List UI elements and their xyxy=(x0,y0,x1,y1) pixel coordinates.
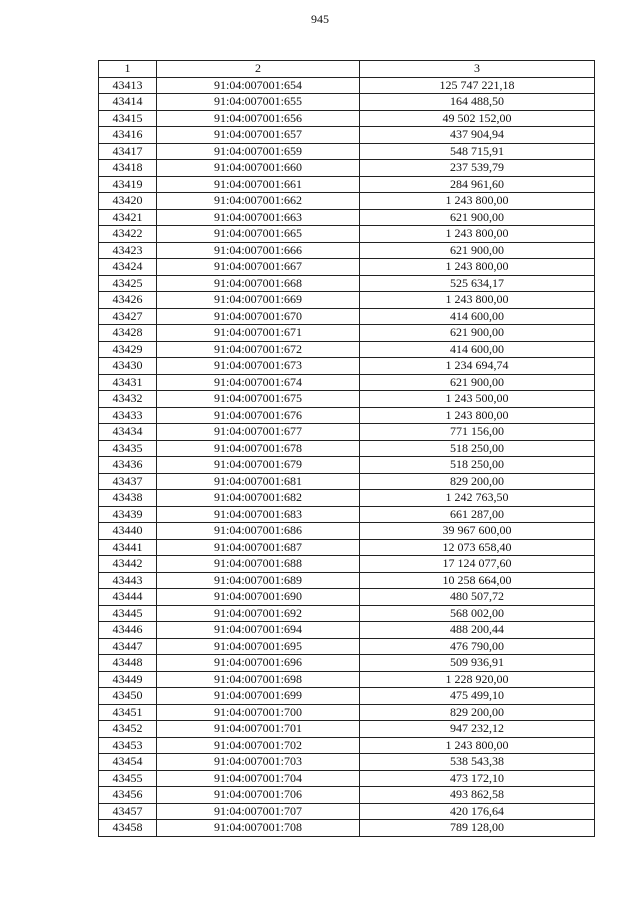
cadastral-number-cell: 91:04:007001:667 xyxy=(157,259,360,276)
value-cell: 1 243 800,00 xyxy=(360,259,595,276)
row-number-cell: 43422 xyxy=(99,226,157,243)
cadastral-number-cell: 91:04:007001:666 xyxy=(157,242,360,259)
cadastral-number-cell: 91:04:007001:694 xyxy=(157,622,360,639)
row-number-cell: 43419 xyxy=(99,176,157,193)
value-cell: 475 499,10 xyxy=(360,688,595,705)
table-row xyxy=(99,226,595,243)
value-cell: 1 234 694,74 xyxy=(360,358,595,375)
row-number-cell: 43433 xyxy=(99,407,157,424)
cadastral-number-cell: 91:04:007001:660 xyxy=(157,160,360,177)
value-cell: 237 539,79 xyxy=(360,160,595,177)
row-number-cell: 43451 xyxy=(99,704,157,721)
table-row xyxy=(99,77,595,94)
value-cell: 49 502 152,00 xyxy=(360,110,595,127)
table-row xyxy=(99,506,595,523)
table-row xyxy=(99,325,595,342)
cadastral-number-cell: 91:04:007001:688 xyxy=(157,556,360,573)
table-row xyxy=(99,424,595,441)
table-row xyxy=(99,259,595,276)
row-number-cell: 43435 xyxy=(99,440,157,457)
cadastral-number-cell: 91:04:007001:656 xyxy=(157,110,360,127)
table-row xyxy=(99,770,595,787)
cadastral-number-cell: 91:04:007001:692 xyxy=(157,605,360,622)
cadastral-number-cell: 91:04:007001:701 xyxy=(157,721,360,738)
value-cell: 39 967 600,00 xyxy=(360,523,595,540)
row-number-cell: 43447 xyxy=(99,638,157,655)
table-row xyxy=(99,539,595,556)
value-cell: 525 634,17 xyxy=(360,275,595,292)
table-row xyxy=(99,589,595,606)
cadastral-number-cell: 91:04:007001:674 xyxy=(157,374,360,391)
value-cell: 284 961,60 xyxy=(360,176,595,193)
row-number-cell: 43438 xyxy=(99,490,157,507)
table-row xyxy=(99,176,595,193)
cadastral-number-cell: 91:04:007001:677 xyxy=(157,424,360,441)
table-row xyxy=(99,671,595,688)
cadastral-number-cell: 91:04:007001:689 xyxy=(157,572,360,589)
value-cell: 1 243 800,00 xyxy=(360,226,595,243)
value-cell: 1 243 500,00 xyxy=(360,391,595,408)
value-cell: 473 172,10 xyxy=(360,770,595,787)
value-cell: 1 243 800,00 xyxy=(360,737,595,754)
value-cell: 1 243 800,00 xyxy=(360,193,595,210)
row-number-cell: 43436 xyxy=(99,457,157,474)
value-cell: 947 232,12 xyxy=(360,721,595,738)
table-row xyxy=(99,308,595,325)
row-number-cell: 43439 xyxy=(99,506,157,523)
table-row xyxy=(99,275,595,292)
table-row xyxy=(99,440,595,457)
row-number-cell: 43432 xyxy=(99,391,157,408)
value-cell: 414 600,00 xyxy=(360,308,595,325)
table-row xyxy=(99,127,595,144)
cadastral-number-cell: 91:04:007001:665 xyxy=(157,226,360,243)
value-cell: 518 250,00 xyxy=(360,440,595,457)
row-number-cell: 43441 xyxy=(99,539,157,556)
cadastral-number-cell: 91:04:007001:676 xyxy=(157,407,360,424)
row-number-cell: 43453 xyxy=(99,737,157,754)
cadastral-number-cell: 91:04:007001:654 xyxy=(157,77,360,94)
cadastral-value-table xyxy=(98,60,595,837)
value-cell: 771 156,00 xyxy=(360,424,595,441)
column-header-number: 1 xyxy=(99,61,157,78)
table-row xyxy=(99,803,595,820)
value-cell: 538 543,38 xyxy=(360,754,595,771)
cadastral-number-cell: 91:04:007001:695 xyxy=(157,638,360,655)
value-cell: 621 900,00 xyxy=(360,374,595,391)
table-row xyxy=(99,638,595,655)
row-number-cell: 43428 xyxy=(99,325,157,342)
cadastral-number-cell: 91:04:007001:708 xyxy=(157,820,360,837)
table-header xyxy=(99,61,595,78)
row-number-cell: 43420 xyxy=(99,193,157,210)
table-row xyxy=(99,292,595,309)
table-row xyxy=(99,473,595,490)
cadastral-number-cell: 91:04:007001:681 xyxy=(157,473,360,490)
row-number-cell: 43425 xyxy=(99,275,157,292)
value-cell: 480 507,72 xyxy=(360,589,595,606)
table-row xyxy=(99,143,595,160)
cadastral-number-cell: 91:04:007001:706 xyxy=(157,787,360,804)
cadastral-number-cell: 91:04:007001:698 xyxy=(157,671,360,688)
row-number-cell: 43424 xyxy=(99,259,157,276)
cadastral-number-cell: 91:04:007001:703 xyxy=(157,754,360,771)
value-cell: 548 715,91 xyxy=(360,143,595,160)
value-cell: 621 900,00 xyxy=(360,242,595,259)
table-row xyxy=(99,490,595,507)
value-cell: 621 900,00 xyxy=(360,325,595,342)
row-number-cell: 43429 xyxy=(99,341,157,358)
header-row xyxy=(99,61,595,78)
cadastral-number-cell: 91:04:007001:700 xyxy=(157,704,360,721)
row-number-cell: 43454 xyxy=(99,754,157,771)
table-body xyxy=(99,77,595,836)
column-header-cadastral-number: 2 xyxy=(157,61,360,78)
value-cell: 493 862,58 xyxy=(360,787,595,804)
value-cell: 568 002,00 xyxy=(360,605,595,622)
table-row xyxy=(99,457,595,474)
row-number-cell: 43443 xyxy=(99,572,157,589)
table-row xyxy=(99,242,595,259)
value-cell: 509 936,91 xyxy=(360,655,595,672)
value-cell: 621 900,00 xyxy=(360,209,595,226)
column-header-value: 3 xyxy=(360,61,595,78)
row-number-cell: 43448 xyxy=(99,655,157,672)
cadastral-number-cell: 91:04:007001:670 xyxy=(157,308,360,325)
table-row xyxy=(99,374,595,391)
row-number-cell: 43421 xyxy=(99,209,157,226)
row-number-cell: 43417 xyxy=(99,143,157,160)
value-cell: 661 287,00 xyxy=(360,506,595,523)
value-cell: 437 904,94 xyxy=(360,127,595,144)
value-cell: 829 200,00 xyxy=(360,704,595,721)
table-row xyxy=(99,704,595,721)
table-row xyxy=(99,721,595,738)
row-number-cell: 43450 xyxy=(99,688,157,705)
cadastral-number-cell: 91:04:007001:702 xyxy=(157,737,360,754)
value-cell: 1 243 800,00 xyxy=(360,292,595,309)
value-cell: 414 600,00 xyxy=(360,341,595,358)
cadastral-number-cell: 91:04:007001:696 xyxy=(157,655,360,672)
cadastral-number-cell: 91:04:007001:687 xyxy=(157,539,360,556)
row-number-cell: 43449 xyxy=(99,671,157,688)
cadastral-number-cell: 91:04:007001:686 xyxy=(157,523,360,540)
cadastral-number-cell: 91:04:007001:671 xyxy=(157,325,360,342)
table-row xyxy=(99,572,595,589)
table-row xyxy=(99,160,595,177)
table-row xyxy=(99,622,595,639)
table-row xyxy=(99,341,595,358)
value-cell: 12 073 658,40 xyxy=(360,539,595,556)
row-number-cell: 43426 xyxy=(99,292,157,309)
row-number-cell: 43445 xyxy=(99,605,157,622)
row-number-cell: 43446 xyxy=(99,622,157,639)
cadastral-number-cell: 91:04:007001:707 xyxy=(157,803,360,820)
page-number: 945 xyxy=(311,12,329,26)
cadastral-number-cell: 91:04:007001:675 xyxy=(157,391,360,408)
value-cell: 1 243 800,00 xyxy=(360,407,595,424)
value-cell: 164 488,50 xyxy=(360,94,595,111)
cadastral-number-cell: 91:04:007001:679 xyxy=(157,457,360,474)
table-row xyxy=(99,688,595,705)
table-row xyxy=(99,110,595,127)
table-row xyxy=(99,754,595,771)
row-number-cell: 43442 xyxy=(99,556,157,573)
row-number-cell: 43434 xyxy=(99,424,157,441)
row-number-cell: 43457 xyxy=(99,803,157,820)
table-row xyxy=(99,358,595,375)
value-cell: 1 228 920,00 xyxy=(360,671,595,688)
row-number-cell: 43418 xyxy=(99,160,157,177)
cadastral-number-cell: 91:04:007001:673 xyxy=(157,358,360,375)
row-number-cell: 43458 xyxy=(99,820,157,837)
value-cell: 1 242 763,50 xyxy=(360,490,595,507)
cadastral-number-cell: 91:04:007001:683 xyxy=(157,506,360,523)
value-cell: 125 747 221,18 xyxy=(360,77,595,94)
table-row xyxy=(99,523,595,540)
cadastral-number-cell: 91:04:007001:669 xyxy=(157,292,360,309)
cadastral-number-cell: 91:04:007001:690 xyxy=(157,589,360,606)
cadastral-number-cell: 91:04:007001:662 xyxy=(157,193,360,210)
row-number-cell: 43431 xyxy=(99,374,157,391)
row-number-cell: 43416 xyxy=(99,127,157,144)
cadastral-number-cell: 91:04:007001:655 xyxy=(157,94,360,111)
cadastral-number-cell: 91:04:007001:661 xyxy=(157,176,360,193)
table-row xyxy=(99,407,595,424)
cadastral-number-cell: 91:04:007001:682 xyxy=(157,490,360,507)
row-number-cell: 43414 xyxy=(99,94,157,111)
value-cell: 789 128,00 xyxy=(360,820,595,837)
value-cell: 476 790,00 xyxy=(360,638,595,655)
row-number-cell: 43430 xyxy=(99,358,157,375)
table-row xyxy=(99,737,595,754)
table-row xyxy=(99,787,595,804)
table-row xyxy=(99,605,595,622)
table-row xyxy=(99,94,595,111)
row-number-cell: 43423 xyxy=(99,242,157,259)
cadastral-number-cell: 91:04:007001:668 xyxy=(157,275,360,292)
value-cell: 420 176,64 xyxy=(360,803,595,820)
cadastral-number-cell: 91:04:007001:659 xyxy=(157,143,360,160)
row-number-cell: 43413 xyxy=(99,77,157,94)
row-number-cell: 43455 xyxy=(99,770,157,787)
row-number-cell: 43456 xyxy=(99,787,157,804)
table-row xyxy=(99,655,595,672)
value-cell: 518 250,00 xyxy=(360,457,595,474)
cadastral-number-cell: 91:04:007001:672 xyxy=(157,341,360,358)
cadastral-number-cell: 91:04:007001:657 xyxy=(157,127,360,144)
cadastral-number-cell: 91:04:007001:699 xyxy=(157,688,360,705)
value-cell: 10 258 664,00 xyxy=(360,572,595,589)
value-cell: 17 124 077,60 xyxy=(360,556,595,573)
cadastral-number-cell: 91:04:007001:704 xyxy=(157,770,360,787)
table-row xyxy=(99,391,595,408)
table-row xyxy=(99,820,595,837)
row-number-cell: 43452 xyxy=(99,721,157,738)
cadastral-number-cell: 91:04:007001:678 xyxy=(157,440,360,457)
table-row xyxy=(99,556,595,573)
row-number-cell: 43437 xyxy=(99,473,157,490)
row-number-cell: 43427 xyxy=(99,308,157,325)
cadastral-number-cell: 91:04:007001:663 xyxy=(157,209,360,226)
table-row xyxy=(99,209,595,226)
row-number-cell: 43440 xyxy=(99,523,157,540)
value-cell: 488 200,44 xyxy=(360,622,595,639)
value-cell: 829 200,00 xyxy=(360,473,595,490)
row-number-cell: 43444 xyxy=(99,589,157,606)
row-number-cell: 43415 xyxy=(99,110,157,127)
table-row xyxy=(99,193,595,210)
